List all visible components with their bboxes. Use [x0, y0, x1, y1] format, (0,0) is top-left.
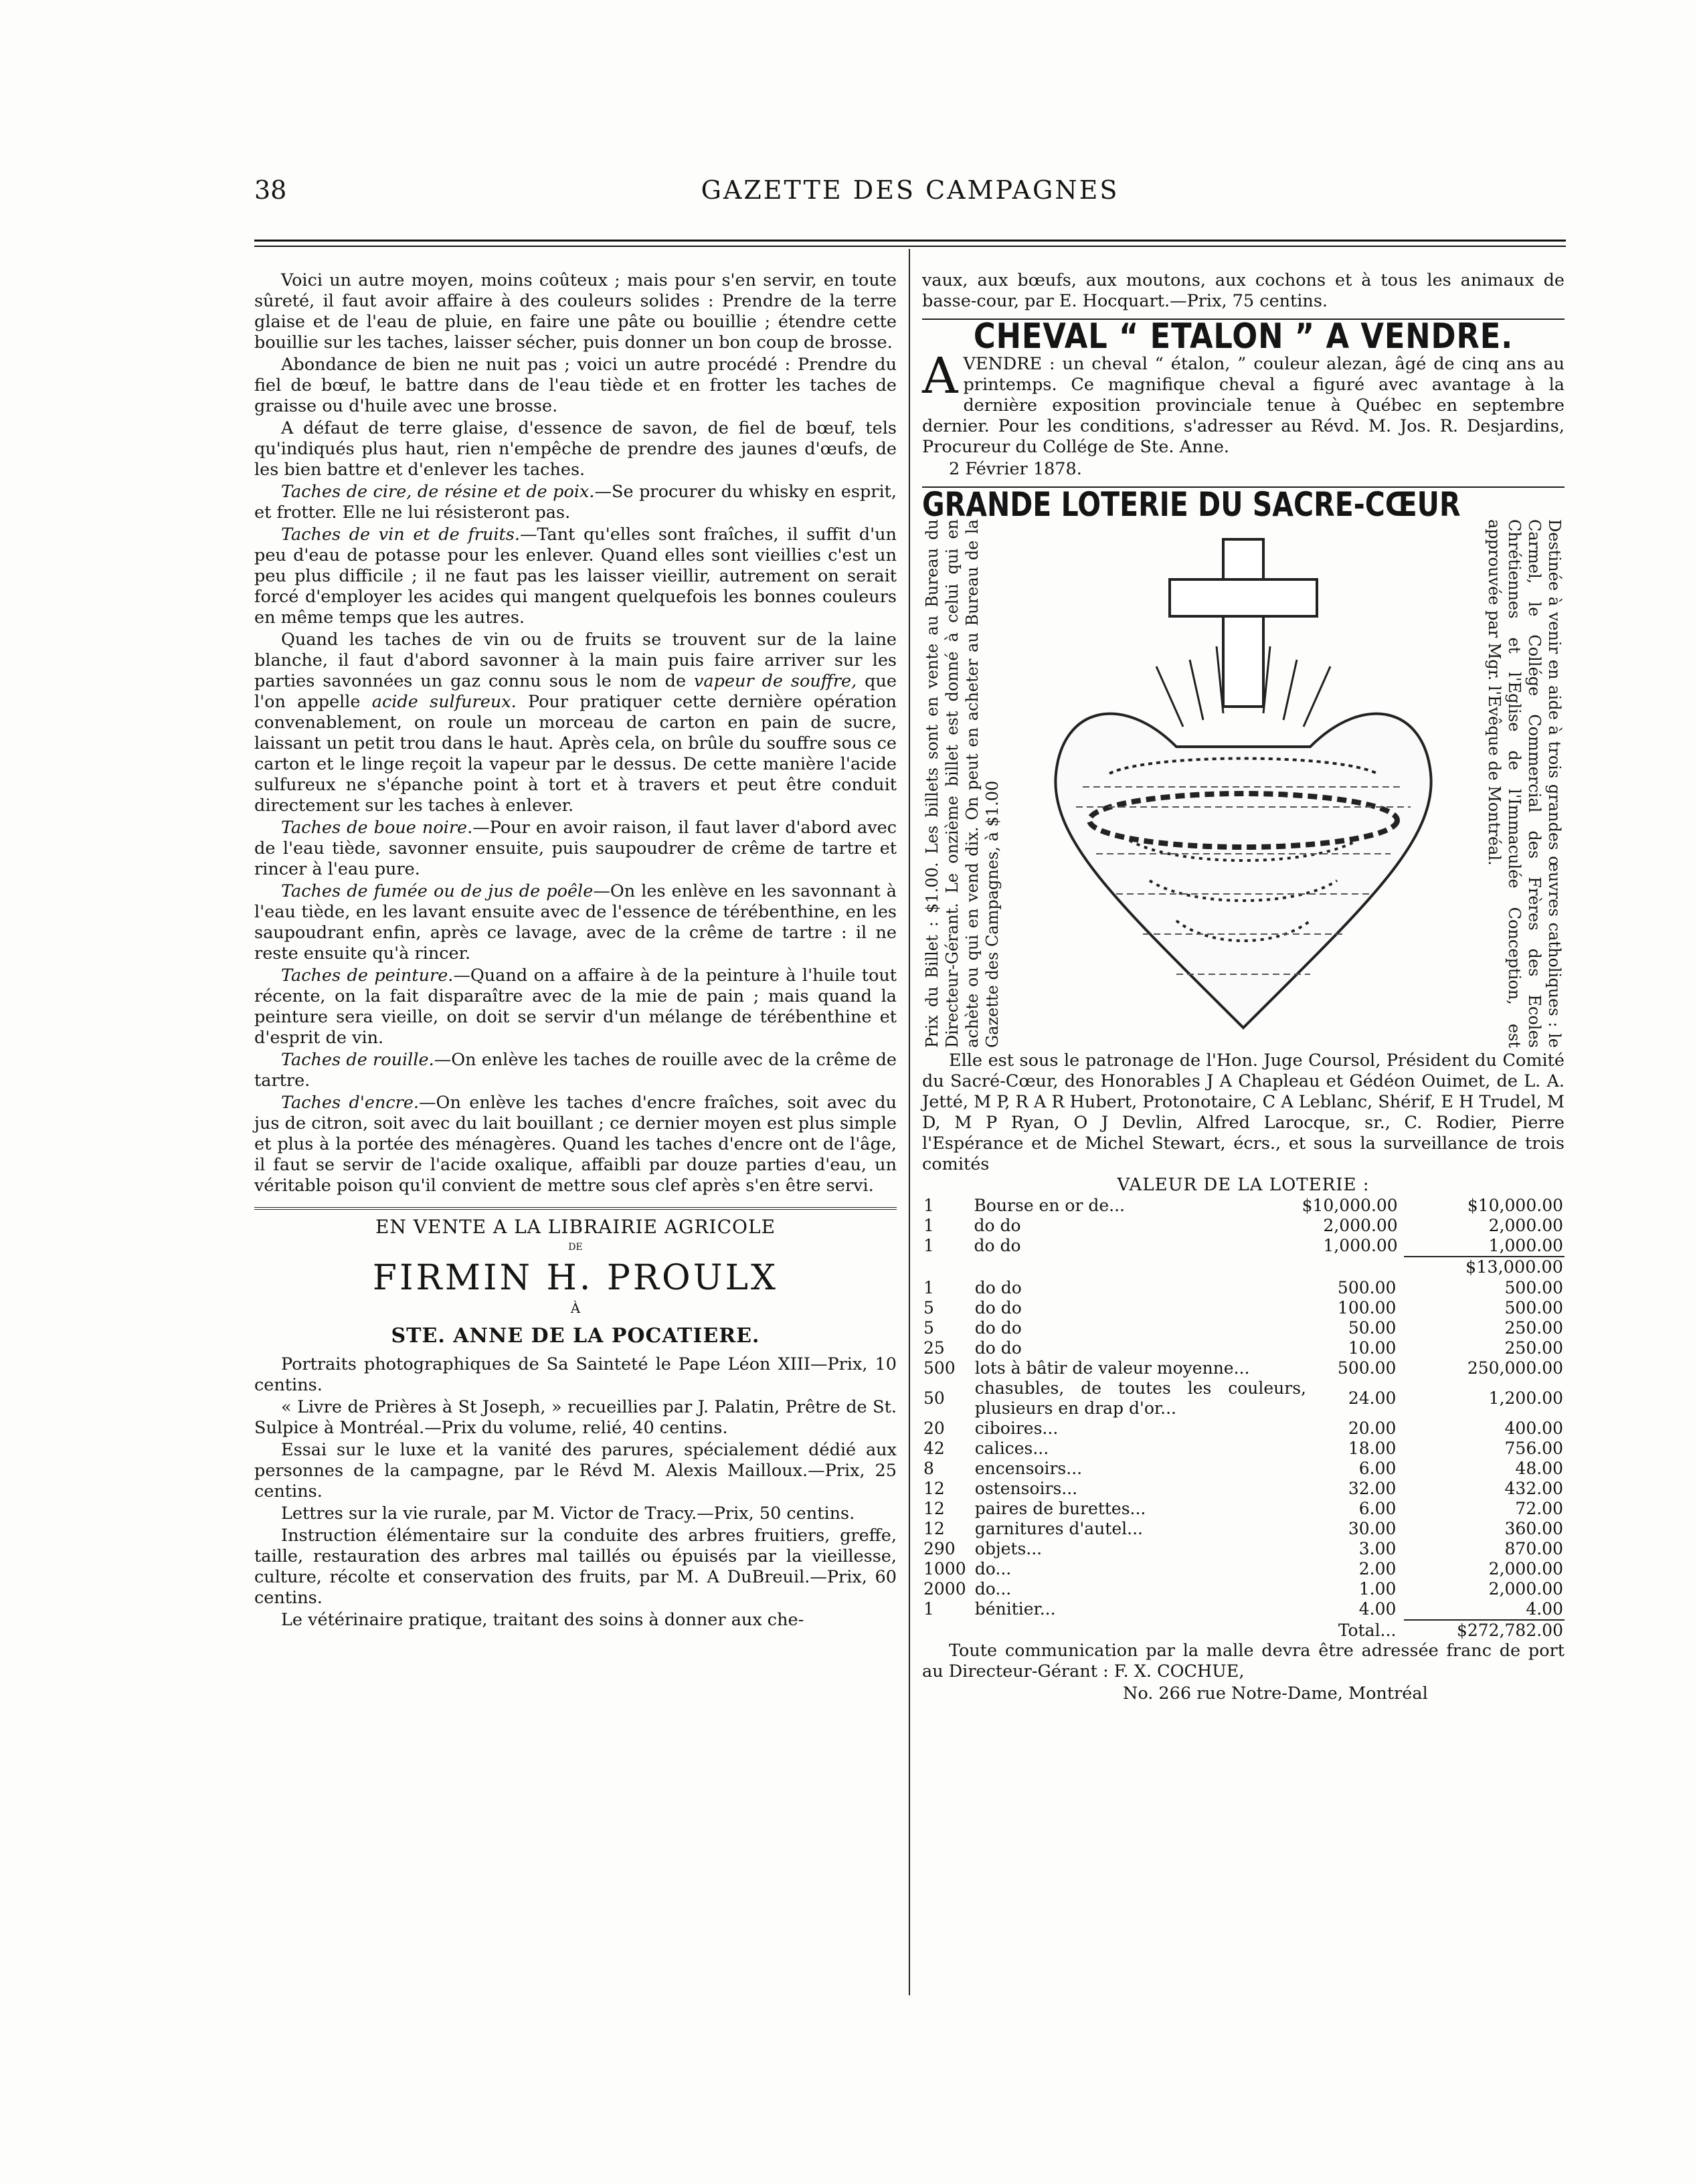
prize-name: encensoirs...	[974, 1459, 1083, 1478]
prize-name: do...	[974, 1559, 1012, 1578]
paragraph-text: —Tant qu'elles sont fraîches, il suffit d'un peu d'eau de potasse pour les enlever. Quand elles sont vieillies c'est un peu plus difficile ; il ne faut pas les laisser vieillir, autrement on serait forcé d'employer les acides qui mangent quelquefois les bonnes couleurs en même temps que les autres.	[254, 525, 897, 628]
paragraph-text: —On enlève les taches d'encre fraîches, soit avec du jus de citron, soit avec du lait bouillant ; ce dernier moyen est plus simple et plus à la portée des ménagères. Quand les taches d'encre ont de l'âge, il faut se servir de l'acide oxalique, affaibli par douze parties d'eau, un véritable poison qu'il convient de mettre sous clef après s'en être servi.	[254, 1093, 897, 1196]
prize-unit-value: 18.00	[1348, 1439, 1397, 1458]
prize-name: calices...	[974, 1439, 1049, 1458]
prize-total-value: 4.00	[1526, 1599, 1563, 1619]
prize-quantity: 12	[923, 1479, 945, 1498]
prize-name: do do	[974, 1338, 1022, 1358]
prize-quantity: 1	[923, 1236, 934, 1255]
prize-unit-value: 30.00	[1348, 1519, 1397, 1538]
prize-name: bénitier...	[974, 1599, 1056, 1619]
paragraph	[254, 1050, 897, 1091]
prize-total-value: 250.00	[1504, 1338, 1563, 1358]
prize-row	[922, 1599, 1565, 1619]
prize-row	[922, 1338, 1565, 1358]
prize-row	[922, 1539, 1565, 1559]
prize-unit-value: 500.00	[1337, 1358, 1397, 1378]
prize-row	[922, 1378, 1565, 1419]
paragraph	[254, 881, 897, 964]
prize-name: do do	[974, 1278, 1022, 1297]
sacred-heart-icon	[1043, 533, 1444, 1041]
ad-item: Portraits photographiques de Sa Sainteté le Pape Léon XIII—Prix, 10 centins.	[254, 1354, 897, 1395]
prize-quantity: 12	[923, 1519, 945, 1538]
ad-item: Essai sur le luxe et la vanité des parures, spécialement dédié aux personnes de la campagne, par le Révd M. Alexis Mailloux.—Prix, 25 centins.	[254, 1440, 897, 1502]
prize-name: lots à bâtir de valeur moyenne...	[974, 1358, 1250, 1378]
prize-name: do do	[974, 1318, 1022, 1338]
prize-row	[922, 1559, 1565, 1579]
prize-row	[922, 1358, 1565, 1378]
prize-row	[922, 1459, 1565, 1479]
ad-item: Lettres sur la vie rurale, par M. Victor de Tracy.—Prix, 50 centins.	[281, 1504, 855, 1524]
prize-quantity: 8	[923, 1459, 934, 1478]
paragraph: A défaut de terre glaise, d'essence de savon, de fiel de bœuf, tels qu'indiqués plus haut, rien n'empêche de prendre des jaunes d'œufs, de les bien battre et d'enlever les taches.	[254, 418, 897, 480]
lottery-patronage: Elle est sous le patronage de l'Hon. Juge Coursol, Président du Comité du Sacré-Cœur, des Honorables J A Chapleau et Gédéon Ouimet, de L. A. Jetté, M P, R A R Hubert, Protonotaire, C A Leblanc, Shérif, E H Trudel, M D, M P Ryan, O J Devlin, Alfred Larocque, sr., C. Rodier, Pierre l'Espérance et de Michel Stewart, écrs., et sous la surveillance de trois comités	[922, 1051, 1565, 1174]
prize-name: do do	[974, 1236, 1021, 1255]
running-title: GAZETTE DES CAMPAGNES	[701, 175, 1120, 205]
prize-unit-value: 2,000.00	[1323, 1216, 1398, 1235]
lottery-title: GRANDE LOTERIE DU SACRE-CŒUR	[922, 485, 1461, 524]
prize-total-value: 2,000.00	[1488, 1559, 1563, 1578]
prize-unit-value: 6.00	[1358, 1459, 1397, 1478]
lottery-illustration-box	[922, 519, 1565, 1048]
prize-total-value: 432.00	[1504, 1479, 1563, 1498]
total-label: Total...	[1338, 1621, 1397, 1640]
ad-item: Le vétérinaire pratique, traitant des soins à donner aux che-	[281, 1610, 804, 1630]
prize-total-value: 2,000.00	[1488, 1579, 1563, 1599]
lottery-prize-table-2	[922, 1278, 1565, 1619]
prize-total-value: $10,000.00	[1467, 1196, 1563, 1215]
communication-note: Toute communication par la malle devra être adressée franc de port au Directeur-Gérant : F. X. COCHUE,	[922, 1641, 1565, 1681]
prize-row	[922, 1519, 1565, 1539]
prize-quantity: 20	[923, 1419, 945, 1438]
prize-unit-value: 10.00	[1348, 1338, 1397, 1358]
paragraph-label: Taches de fumée ou de jus de poêle	[281, 881, 594, 901]
prize-row	[922, 1196, 1565, 1216]
paragraph-text: —Quand on a affaire à de la peinture à l'huile tout récente, on la fait disparaître avec de la mie de pain ; mais quand la peinture sera vieille, on doit se servir d'un mélange de térébenthine et d'esprit de vin.	[254, 966, 897, 1048]
ad-de: DE	[568, 1242, 583, 1253]
ad-place: STE. ANNE DE LA POCATIERE.	[391, 1324, 760, 1348]
prize-row	[922, 1278, 1565, 1298]
horse-ad-date: 2 Février 1878.	[949, 459, 1082, 479]
prize-quantity: 500	[923, 1358, 956, 1378]
prize-row	[922, 1236, 1565, 1256]
prize-row	[922, 1419, 1565, 1439]
prize-unit-value: 32.00	[1348, 1479, 1397, 1498]
prize-total-value: 48.00	[1515, 1459, 1563, 1478]
ad-item: Instruction élémentaire sur la conduite des arbres fruitiers, greffe, taille, restauration des arbres mal taillés ou épuisés par la vieillesse, culture, récolte et conservation des fruits, par M. A DuBreuil.—Prix, 60 centins.	[254, 1526, 897, 1608]
ad-a: À	[570, 1300, 581, 1316]
right-column	[922, 270, 1565, 1704]
prize-name: paires de burettes...	[974, 1499, 1146, 1518]
prize-row	[922, 1579, 1565, 1599]
prize-total-value: 756.00	[1504, 1439, 1563, 1458]
paragraph	[254, 630, 897, 816]
drop-cap: A	[922, 347, 958, 405]
prize-quantity: 1	[923, 1216, 934, 1235]
page-header	[254, 175, 1566, 215]
paragraph-label: Taches de rouille.	[281, 1050, 434, 1070]
prize-unit-value: 500.00	[1337, 1278, 1397, 1297]
paragraph	[254, 525, 897, 628]
prize-total-value: 250,000.00	[1467, 1358, 1563, 1378]
prize-total-value: 500.00	[1504, 1278, 1563, 1297]
prize-total-value: 1,200.00	[1488, 1388, 1563, 1408]
prize-name: chasubles, de toutes les couleurs, plusieurs en drap d'or...	[974, 1378, 1306, 1418]
prize-unit-value: 1.00	[1358, 1579, 1397, 1599]
paragraph-label: Taches de vin et de fruits.	[281, 525, 520, 545]
prize-unit-value: 24.00	[1348, 1388, 1397, 1408]
prize-total-value: 400.00	[1504, 1419, 1563, 1438]
section-rule	[254, 1207, 897, 1210]
prize-name: ciboires...	[974, 1419, 1059, 1438]
paragraph-emphasis: vapeur de souffre,	[694, 671, 857, 691]
horse-ad-text	[922, 347, 1565, 458]
left-column	[254, 270, 897, 1631]
prize-row	[922, 1479, 1565, 1499]
ad-item: « Livre de Prières à St Joseph, » recueillies par J. Palatin, Prêtre de St. Sulpice à Montréal.—Prix du volume, relié, 40 centins.	[254, 1397, 897, 1438]
paragraph	[254, 1093, 897, 1196]
prize-name: objets...	[974, 1539, 1043, 1558]
prize-total-value: 360.00	[1504, 1519, 1563, 1538]
paragraph-text: —On les enlève en les savonnant à l'eau tiède, en les lavant ensuite avec de l'essence de térébenthine, en les saupoudrant enfin, après ce lavage, avec de la crême de tartre : il ne reste ensuite qu'à rincer.	[254, 881, 897, 964]
paragraph: vaux, aux bœufs, aux moutons, aux cochons et à tous les animaux de basse-cour, par E. Hocquart.—Prix, 75 centins.	[922, 270, 1565, 311]
paragraph	[254, 966, 897, 1049]
prize-quantity: 5	[923, 1298, 934, 1317]
total-row	[922, 1621, 1565, 1641]
prize-quantity: 1000	[923, 1559, 966, 1578]
prize-unit-value: 3.00	[1358, 1539, 1397, 1558]
prize-total-value: 870.00	[1504, 1539, 1563, 1558]
paragraph: Voici un autre moyen, moins coûteux ; mais pour s'en servir, en toute sûreté, il faut avoir affaire à des couleurs solides : Prendre de la terre glaise et de l'eau de pluie, en faire une pâte ou bouillie ; étendre cette bouillie sur les taches, laisser sécher, puis donner un bon coup de brosse.	[254, 270, 897, 353]
paragraph-label: Taches d'encre.	[281, 1093, 420, 1113]
address: No. 266 rue Notre-Dame, Montréal	[1123, 1683, 1428, 1704]
paragraph-text: Pour pratiquer cette dernière opération convenablement, on roule un morceau de carton en pain de sucre, laissant un petit trou dans le haut. Après cela, on brûle du souffre sous ce carton et le linge reçoit la vapeur par le dessus. De cette manière l'acide sulfureux ne s'épanche point à tort et à travers et peut être conduit directement sur les taches à enlever.	[254, 692, 897, 816]
prize-quantity: 42	[923, 1439, 945, 1458]
lottery-total	[922, 1621, 1565, 1641]
prize-total-value: 1,000.00	[1488, 1236, 1563, 1255]
paragraph-label: Taches de cire, de résine et de poix.	[281, 482, 595, 502]
lottery-vertical-text-left: Prix du Billet : $1.00. Les billets sont en vente au Bureau du Directeur-Gérant. Le onzième billet est donné à celui qui en achète ou qui en vend dix. On peut en acheter au Bureau de la Gazette des Campagnes, à $1.00	[923, 519, 1002, 1048]
total-spacer	[922, 1621, 1308, 1641]
prize-unit-value: $10,000.00	[1302, 1196, 1398, 1215]
prize-row	[922, 1216, 1565, 1236]
paragraph-emphasis: acide sulfureux.	[371, 692, 517, 712]
prize-total-value: 250.00	[1504, 1318, 1563, 1338]
prize-row	[922, 1499, 1565, 1519]
paragraph-text: que l'on appelle	[254, 671, 897, 712]
column-divider	[909, 249, 910, 1995]
lottery-prize-table-1	[922, 1196, 1565, 1256]
header-rule	[254, 240, 1566, 247]
prize-unit-value: 50.00	[1348, 1318, 1397, 1338]
prize-name: do do	[974, 1216, 1021, 1235]
prize-quantity: 2000	[923, 1579, 966, 1599]
page-number: 38	[254, 175, 287, 205]
paragraph: Abondance de bien ne nuit pas ; voici un autre procédé : Prendre du fiel de bœuf, le battre dans de l'eau tiède et en frotter les taches de graisse ou d'huile avec une brosse.	[254, 355, 897, 416]
prize-quantity: 25	[923, 1338, 945, 1358]
paragraph-text: Quand les taches de vin ou de fruits se trouvent sur de la laine blanche, il faut d'abord savonner à la main puis faire arriver sur les parties savonnées un gaz connu sous le nom de	[254, 630, 897, 691]
prize-total-value: 2,000.00	[1488, 1216, 1563, 1235]
total-value: $272,782.00	[1456, 1621, 1563, 1640]
prize-total-value: 500.00	[1504, 1298, 1563, 1317]
prize-quantity: 50	[923, 1388, 945, 1408]
lottery-vertical-text-right: Destinée à venir en aide à trois grandes œuvres catholiques : le Carmel, le Collége Commercial des Frères des Ecoles Chrétiennes et l'Eglise de l'Immaculée Conception, est approuvée par Mgr. l'Evêque de Montréal.	[1485, 519, 1564, 1048]
ad-heading: EN VENTE A LA LIBRAIRIE AGRICOLE	[375, 1216, 776, 1238]
prize-row	[922, 1318, 1565, 1338]
prize-unit-value: 1,000.00	[1323, 1236, 1398, 1255]
prize-quantity: 5	[923, 1318, 934, 1338]
prize-unit-value: 100.00	[1337, 1298, 1397, 1317]
paragraph-text: —On enlève les taches de rouille avec de la crême de tartre.	[254, 1050, 897, 1091]
prize-unit-value: 6.00	[1358, 1499, 1397, 1518]
prize-quantity: 1	[923, 1196, 934, 1215]
prize-quantity: 1	[923, 1278, 934, 1297]
prize-name: do...	[974, 1579, 1012, 1599]
ad-bookseller-name: FIRMIN H. PROULX	[372, 1258, 779, 1298]
paragraph	[254, 818, 897, 880]
prize-unit-value: 20.00	[1348, 1419, 1397, 1438]
lottery-subtotal: $13,000.00	[1465, 1257, 1563, 1277]
prize-quantity: 290	[923, 1539, 956, 1558]
prize-total-value: 72.00	[1515, 1499, 1563, 1518]
prize-quantity: 1	[923, 1599, 934, 1619]
paragraph-text: VENDRE : un cheval “ étalon, ” couleur alezan, âgé de cinq ans au printemps. Ce magnifique cheval a figuré avec avantage à la dernière exposition provinciale tenue à Québec en septembre dernier. Pour les conditions, s'adresser au Révd. M. Jos. R. Desjardins, Procureur du Collége de Ste. Anne.	[922, 354, 1565, 457]
prize-unit-value: 4.00	[1358, 1599, 1397, 1619]
horse-ad-title: CHEVAL “ ETALON ” A VENDRE.	[973, 316, 1514, 357]
paragraph	[254, 482, 897, 523]
prize-row	[922, 1439, 1565, 1459]
paragraph-text: —Se procurer du whisky en esprit, et frotter. Elle ne lui résisteront pas.	[254, 482, 897, 523]
prize-row	[922, 1298, 1565, 1318]
prize-name: do do	[974, 1298, 1022, 1317]
prize-unit-value: 2.00	[1358, 1559, 1397, 1578]
paragraph-text: —Pour en avoir raison, il faut laver d'abord avec de l'eau tiède, savonner ensuite, puis saupoudrer de crême de tartre et rincer à l'eau pure.	[254, 818, 897, 879]
prize-name: ostensoirs...	[974, 1479, 1078, 1498]
lottery-value-heading: VALEUR DE LA LOTERIE :	[1117, 1175, 1370, 1195]
prize-name: garnitures d'autel...	[974, 1519, 1143, 1538]
prize-quantity: 12	[923, 1499, 945, 1518]
paragraph-label: Taches de boue noire.	[281, 818, 473, 838]
prize-name: Bourse en or de...	[974, 1196, 1125, 1215]
paragraph-label: Taches de peinture.	[281, 966, 454, 986]
